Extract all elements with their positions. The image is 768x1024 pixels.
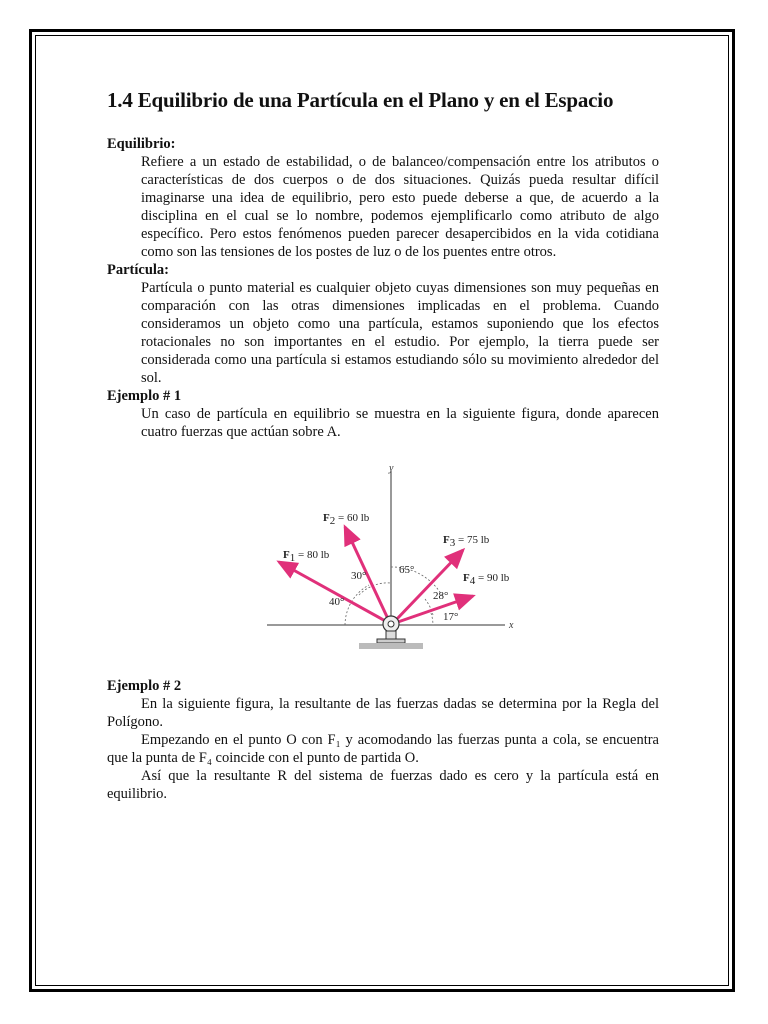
section-text: Partícula o punto material es cualquier objeto cuyas dimensiones son muy pequeñas en comparación con las otras dimensiones implicadas en el problema. Cuando consideramos un objeto como una partícula, estamos suponiendo que los efectos rotacionales no son importantes en el estudio. Por ejemplo, la tierra puede ser considerada como una partícula si estamos estudiando sólo su movimiento alrededor del sol. [141, 280, 659, 386]
force-arrow-f1 [279, 562, 389, 623]
example2-paragraph: Empezando en el punto O con F₁ y acomodando las fuerzas punta a cola, se encuentra que la punta de F₄ coincide con el punto de partida O. [107, 732, 659, 766]
angle-label-65: 65° [399, 564, 415, 576]
section-ejemplo-2 [107, 677, 659, 803]
example2-paragraph: En la siguiente figura, la resultante de las fuerzas dadas se determina por la Regla del Polígono. [107, 696, 659, 730]
page-title: 1.4 Equilibrio de una Partícula en el Plano y en el Espacio [107, 88, 614, 112]
section-heading: Ejemplo # 2 [107, 678, 182, 694]
section-equilibrio [107, 135, 659, 261]
ground [359, 643, 423, 649]
force-diagram-svg [107, 465, 659, 665]
angle-label-28: 28° [433, 590, 449, 602]
angle-label-40: 40° [329, 596, 345, 608]
particle-a [388, 621, 394, 627]
section-heading: Partícula: [107, 262, 170, 278]
support-base [377, 639, 405, 643]
force-label-f4: F4 = 90 lb [463, 572, 510, 587]
force-label-f3: F3 = 75 lb [443, 534, 490, 549]
document-body [107, 88, 659, 803]
force-diagram [107, 465, 659, 665]
section-text: Refiere a un estado de estabilidad, o de balanceo/compensación entre los atributos o características de dos cuerpos o de dos situaciones. Quizás pueda resultar difícil imaginarse una idea de equilibrio, pero esto puede deberse a que, de acuerdo a la disciplina en el cual se lo nombre, podemos ejemplificarlo como atributo de algo específico. Pero estos fenómenos pueden parecer desapercibidos en la vida cotidiana como son las tensiones de los postes de luz o de los puentes entre otros. [141, 154, 659, 260]
support-post [386, 631, 396, 639]
example2-paragraph: Así que la resultante R del sistema de fuerzas dado es cero y la partícula está en equilibrio. [107, 768, 659, 802]
angle-label-30: 30° [351, 570, 367, 582]
angle-label-17: 17° [443, 611, 459, 623]
force-label-f1: F1 = 80 lb [283, 549, 330, 564]
section-heading: Equilibrio: [107, 136, 176, 152]
section-ejemplo-1 [107, 387, 659, 441]
section-particula [107, 261, 659, 387]
section-heading: Ejemplo # 1 [107, 388, 182, 404]
section-text: Un caso de partícula en equilibrio se muestra en la siguiente figura, donde aparecen cuatro fuerzas que actúan sobre A. [141, 406, 659, 440]
force-label-f2: F2 = 60 lb [323, 512, 370, 527]
y-axis-label: y [389, 465, 394, 474]
x-axis-label: x [509, 620, 514, 631]
